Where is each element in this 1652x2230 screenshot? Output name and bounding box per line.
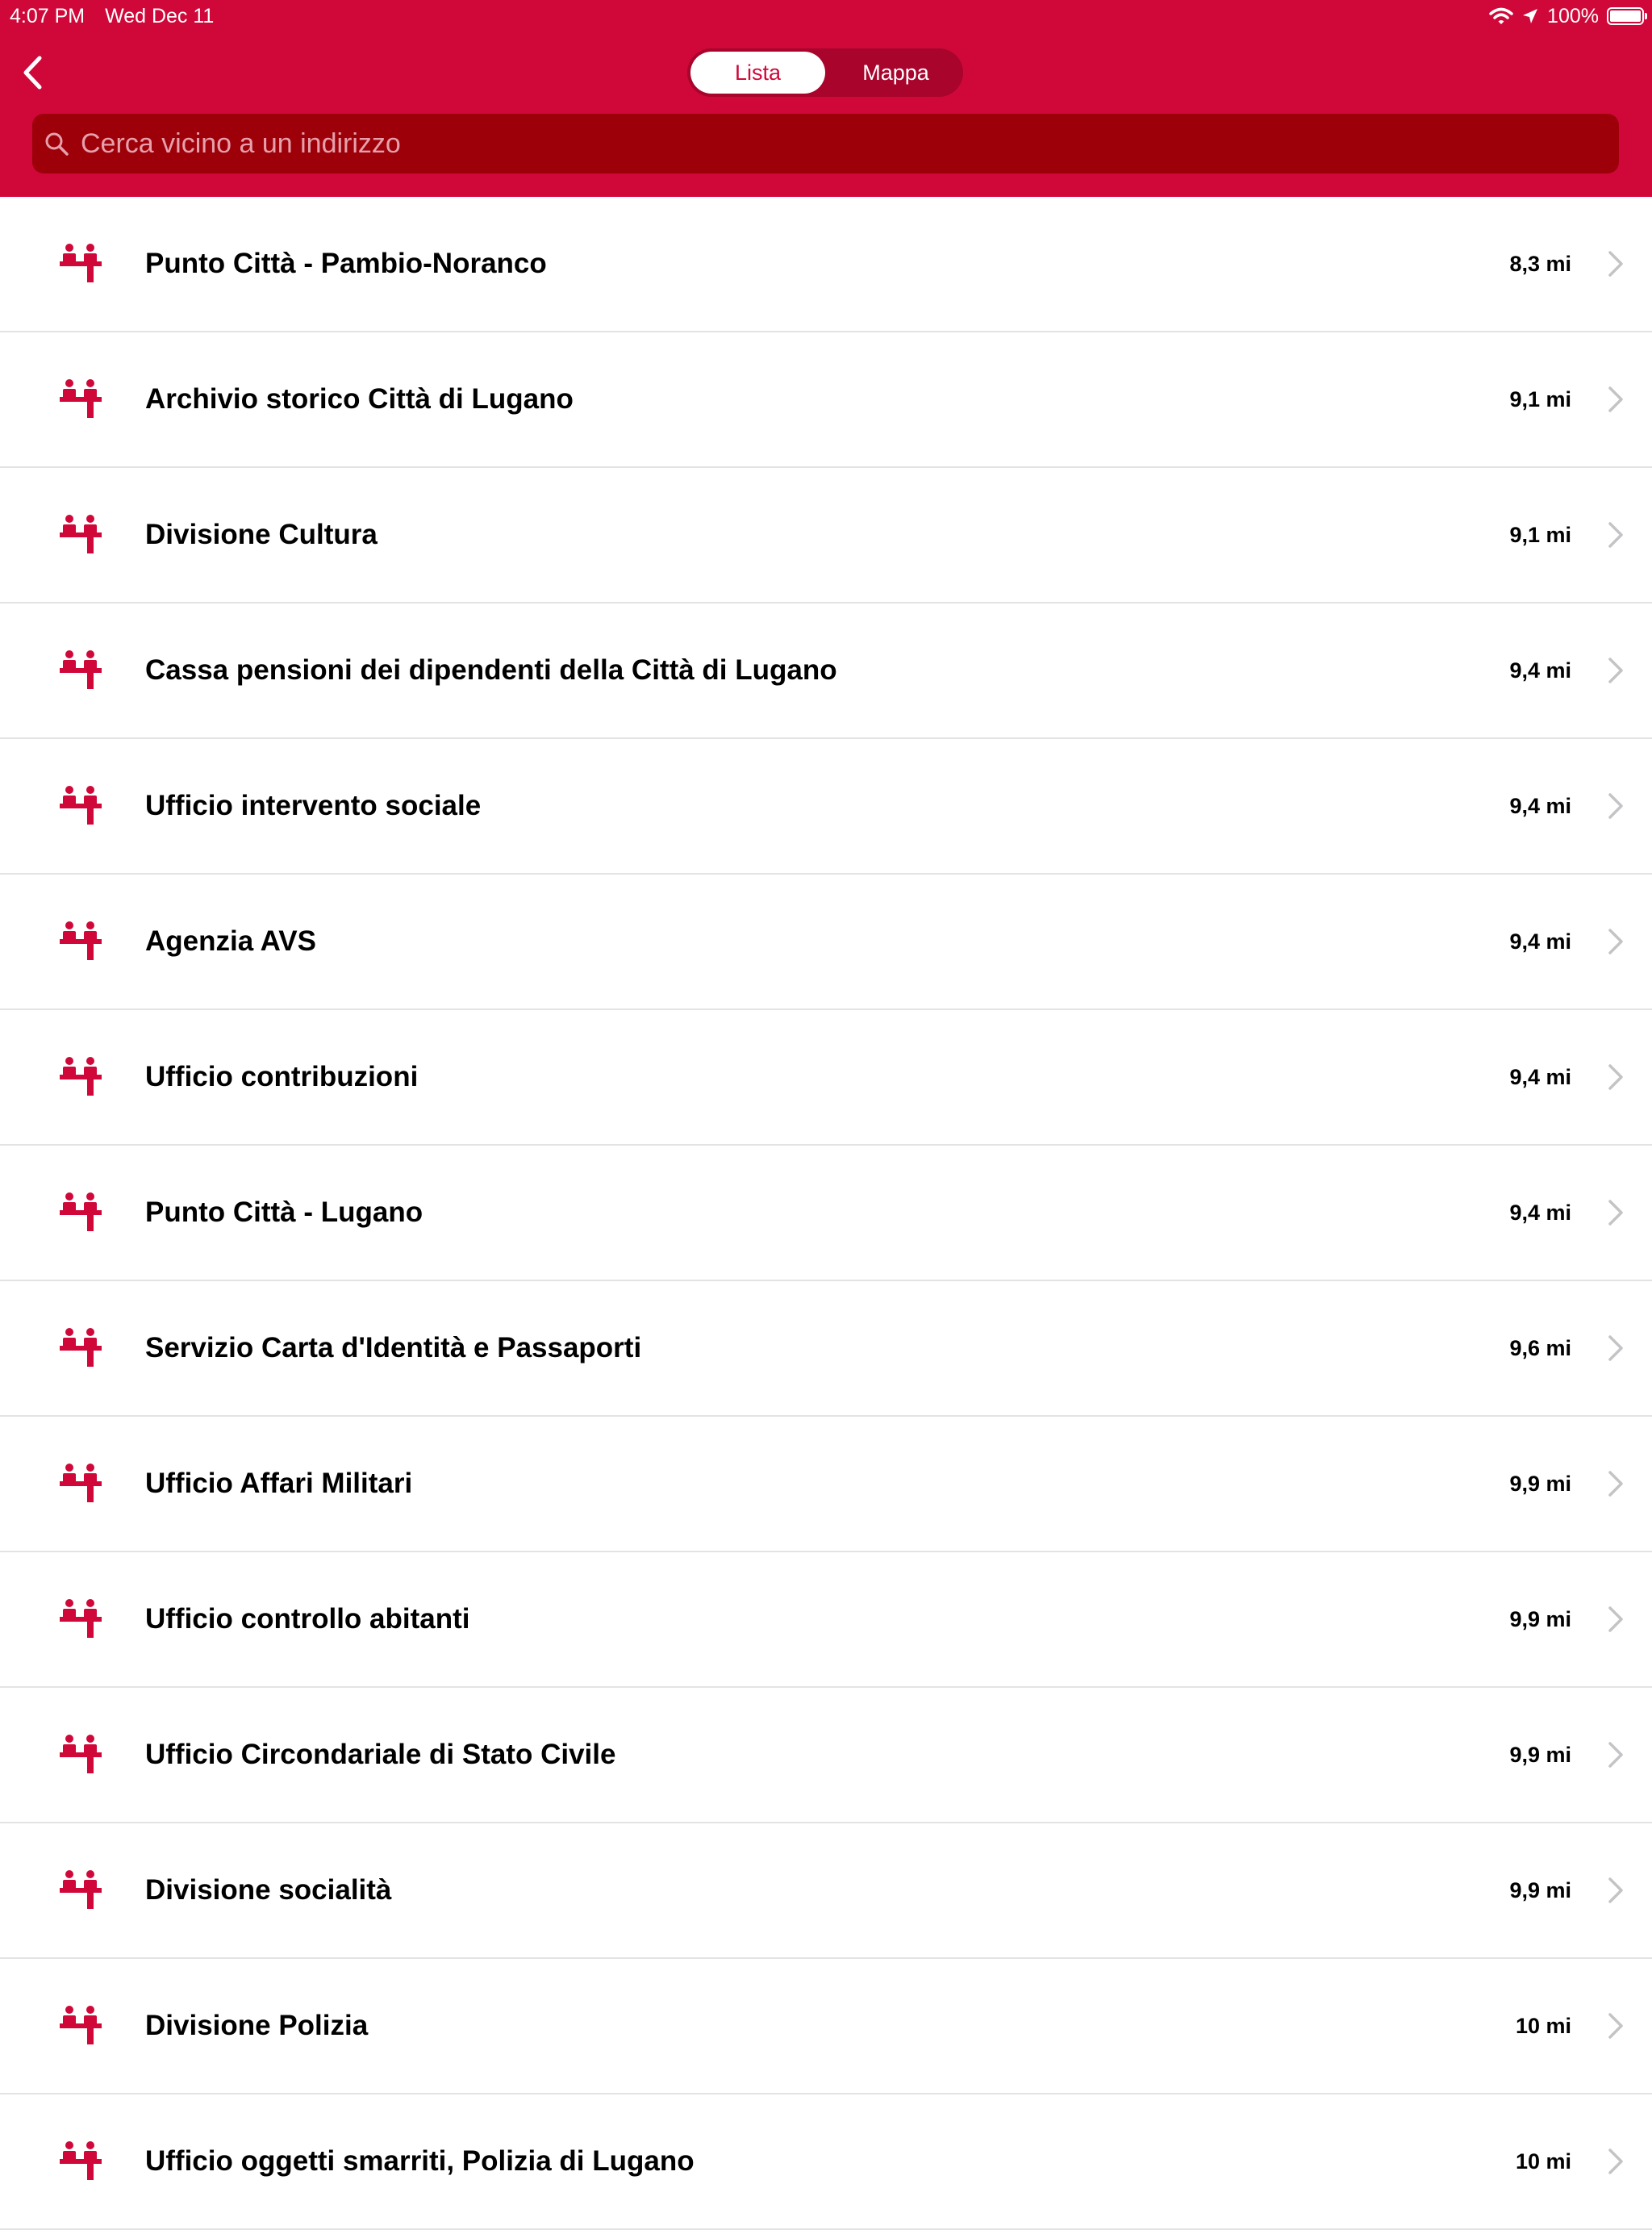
people-service-icon	[60, 1055, 102, 1097]
chevron-right-icon	[1607, 1334, 1625, 1362]
search-input[interactable]	[79, 127, 1575, 161]
status-left	[10, 0, 228, 32]
people-service-icon	[60, 1597, 102, 1639]
search-icon	[44, 131, 69, 157]
chevron-right-icon	[1607, 1741, 1625, 1769]
people-service-icon	[60, 649, 102, 691]
list-item-distance: 9,4 mi	[1509, 1201, 1571, 1225]
list-item-distance: 8,3 mi	[1509, 252, 1571, 276]
list-item-distance: 9,6 mi	[1509, 1336, 1571, 1360]
people-service-icon	[60, 1326, 102, 1368]
chevron-right-icon	[1607, 1606, 1625, 1633]
chevron-right-icon	[1607, 928, 1625, 955]
list-item-title: Divisione Cultura	[145, 519, 378, 550]
header	[0, 0, 1652, 197]
list-item[interactable]	[0, 2094, 1652, 2230]
chevron-right-icon	[1607, 792, 1625, 820]
back-button[interactable]	[15, 48, 50, 97]
list-item-distance: 9,9 mi	[1509, 1607, 1571, 1631]
people-service-icon	[60, 784, 102, 826]
status-date: Wed Dec 11	[105, 5, 215, 27]
list-item-title: Divisione socialità	[145, 1874, 392, 1906]
battery-icon	[1607, 7, 1644, 25]
people-service-icon	[60, 2004, 102, 2046]
list-item-title: Archivio storico Città di Lugano	[145, 383, 574, 415]
chevron-right-icon	[1607, 250, 1625, 278]
people-service-icon	[60, 2140, 102, 2182]
list-item-title: Ufficio controllo abitanti	[145, 1603, 470, 1635]
list-item-distance: 9,1 mi	[1509, 387, 1571, 411]
list-item[interactable]	[0, 1688, 1652, 1823]
list-item[interactable]	[0, 332, 1652, 468]
list-item-title: Agenzia AVS	[145, 925, 316, 957]
list-item-title: Ufficio intervento sociale	[145, 790, 482, 821]
chevron-right-icon	[1607, 2148, 1625, 2175]
status-time: 4:07 PM	[10, 5, 86, 27]
chevron-right-icon	[1607, 521, 1625, 549]
people-service-icon	[60, 242, 102, 284]
status-right	[1489, 0, 1644, 32]
people-service-icon	[60, 1462, 102, 1504]
list-item-distance: 10 mi	[1515, 2014, 1571, 2038]
list-item-distance: 9,4 mi	[1509, 929, 1571, 954]
chevron-right-icon	[1607, 1063, 1625, 1091]
list-item-title: Punto Città - Pambio-Noranco	[145, 248, 547, 279]
people-service-icon	[60, 920, 102, 962]
location-arrow-icon	[1521, 7, 1539, 25]
list-item[interactable]	[0, 1552, 1652, 1688]
status-bar	[0, 0, 1652, 32]
chevron-right-icon	[1607, 1877, 1625, 1904]
list-item-distance: 9,4 mi	[1509, 794, 1571, 818]
chevron-right-icon	[1607, 1199, 1625, 1226]
search-bar	[32, 114, 1619, 173]
list-item-distance: 9,1 mi	[1509, 523, 1571, 547]
chevron-right-icon	[1607, 657, 1625, 684]
list-item[interactable]	[0, 468, 1652, 603]
list-item[interactable]	[0, 603, 1652, 739]
list-item-distance: 9,9 mi	[1509, 1878, 1571, 1902]
list-item[interactable]	[0, 1281, 1652, 1417]
chevron-left-icon	[22, 56, 43, 90]
list-item-distance: 9,9 mi	[1509, 1743, 1571, 1767]
list-item-distance: 9,4 mi	[1509, 658, 1571, 683]
list-item[interactable]	[0, 1010, 1652, 1146]
list-item-title: Punto Città - Lugano	[145, 1196, 423, 1228]
list-item[interactable]	[0, 875, 1652, 1010]
list-item[interactable]	[0, 1146, 1652, 1281]
list-item[interactable]	[0, 1823, 1652, 1959]
view-mode-segmented-control	[687, 48, 963, 97]
segment-mappa[interactable]: Mappa	[862, 60, 929, 85]
list-item-title: Cassa pensioni dei dipendenti della Città di Lugano	[145, 654, 837, 686]
people-service-icon	[60, 513, 102, 555]
list-item[interactable]	[0, 1417, 1652, 1552]
list-item-distance: 10 mi	[1515, 2149, 1571, 2174]
segment-lista[interactable]: Lista	[690, 52, 825, 94]
list-item-title: Divisione Polizia	[145, 2010, 369, 2041]
list-item[interactable]	[0, 197, 1652, 332]
list-item-distance: 9,9 mi	[1509, 1472, 1571, 1496]
list-item-title: Ufficio Affari Militari	[145, 1468, 413, 1499]
people-service-icon	[60, 1869, 102, 1911]
wifi-icon	[1489, 7, 1513, 25]
list-item[interactable]	[0, 739, 1652, 875]
chevron-right-icon	[1607, 2012, 1625, 2040]
chevron-right-icon	[1607, 386, 1625, 413]
office-list	[0, 197, 1652, 2230]
list-item-title: Ufficio contribuzioni	[145, 1061, 419, 1092]
people-service-icon	[60, 1733, 102, 1775]
list-item-title: Servizio Carta d'Identità e Passaporti	[145, 1332, 642, 1363]
people-service-icon	[60, 1191, 102, 1233]
list-item[interactable]	[0, 1959, 1652, 2094]
list-item-distance: 9,4 mi	[1509, 1065, 1571, 1089]
chevron-right-icon	[1607, 1470, 1625, 1497]
people-service-icon	[60, 378, 102, 420]
list-item-title: Ufficio oggetti smarriti, Polizia di Lugano	[145, 2145, 695, 2177]
battery-percent: 100%	[1547, 5, 1599, 27]
list-item-title: Ufficio Circondariale di Stato Civile	[145, 1739, 616, 1770]
